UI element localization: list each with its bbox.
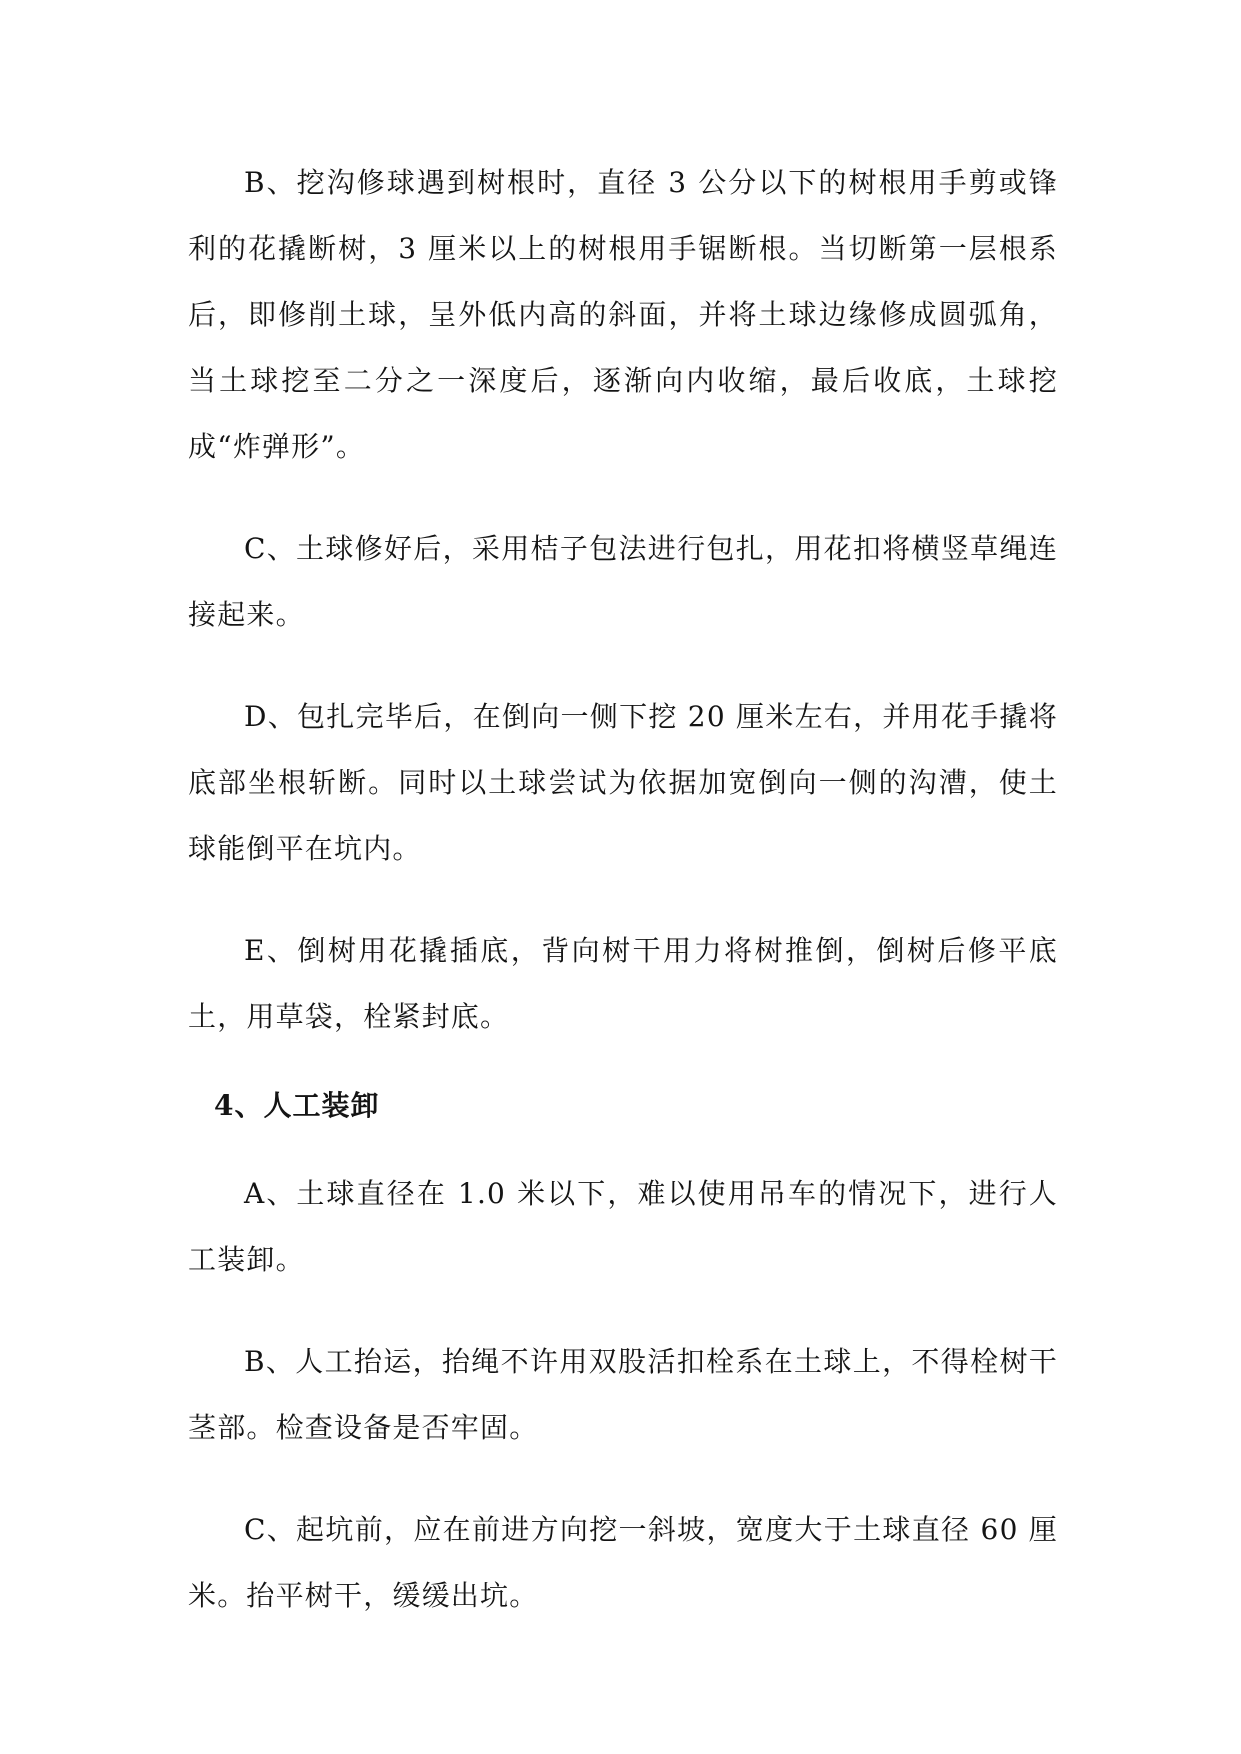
paragraph-b-root-trimming: B、挖沟修球遇到树根时，直径 3 公分以下的树根用手剪或锋利的花撬断树，3 厘米以上的树根用手锯断根。当切断第一层根系后，即修削土球，呈外低内高的斜面，并将土球边缘修成圆弧角，当土球挖至二分之一深度后，逐渐向内收缩，最后收底，土球挖成“炸弹形”。 — [188, 166, 1058, 463]
document-body — [188, 150, 1058, 1665]
paragraph-c-pit-exit: C、起坑前，应在前进方向挖一斜坡，宽度大于土球直径 60 厘米。抬平树干，缓缓出坑。 — [188, 1513, 1058, 1612]
paragraph-d-undercut: D、包扎完毕后，在倒向一侧下挖 20 厘米左右，并用花手撬将底部坐根斩断。同时以土球尝试为依据加宽倒向一侧的沟漕，使土球能倒平在坑内。 — [188, 700, 1058, 865]
paragraph-e-toppling: E、倒树用花撬插底，背向树干用力将树推倒，倒树后修平底土，用草袋，栓紧封底。 — [188, 934, 1058, 1033]
paragraph-c-wrapping: C、土球修好后，采用桔子包法进行包扎，用花扣将横竖草绳连接起来。 — [188, 532, 1058, 631]
paragraph-b-carrying: B、人工抬运，抬绳不许用双股活扣栓系在土球上，不得栓树干茎部。检查设备是否牢固。 — [188, 1345, 1058, 1444]
section-heading-manual-loading: 4、人工装卸 — [214, 1089, 380, 1122]
paragraph-a-ball-diameter: A、土球直径在 1.0 米以下，难以使用吊车的情况下，进行人工装卸。 — [188, 1177, 1058, 1276]
